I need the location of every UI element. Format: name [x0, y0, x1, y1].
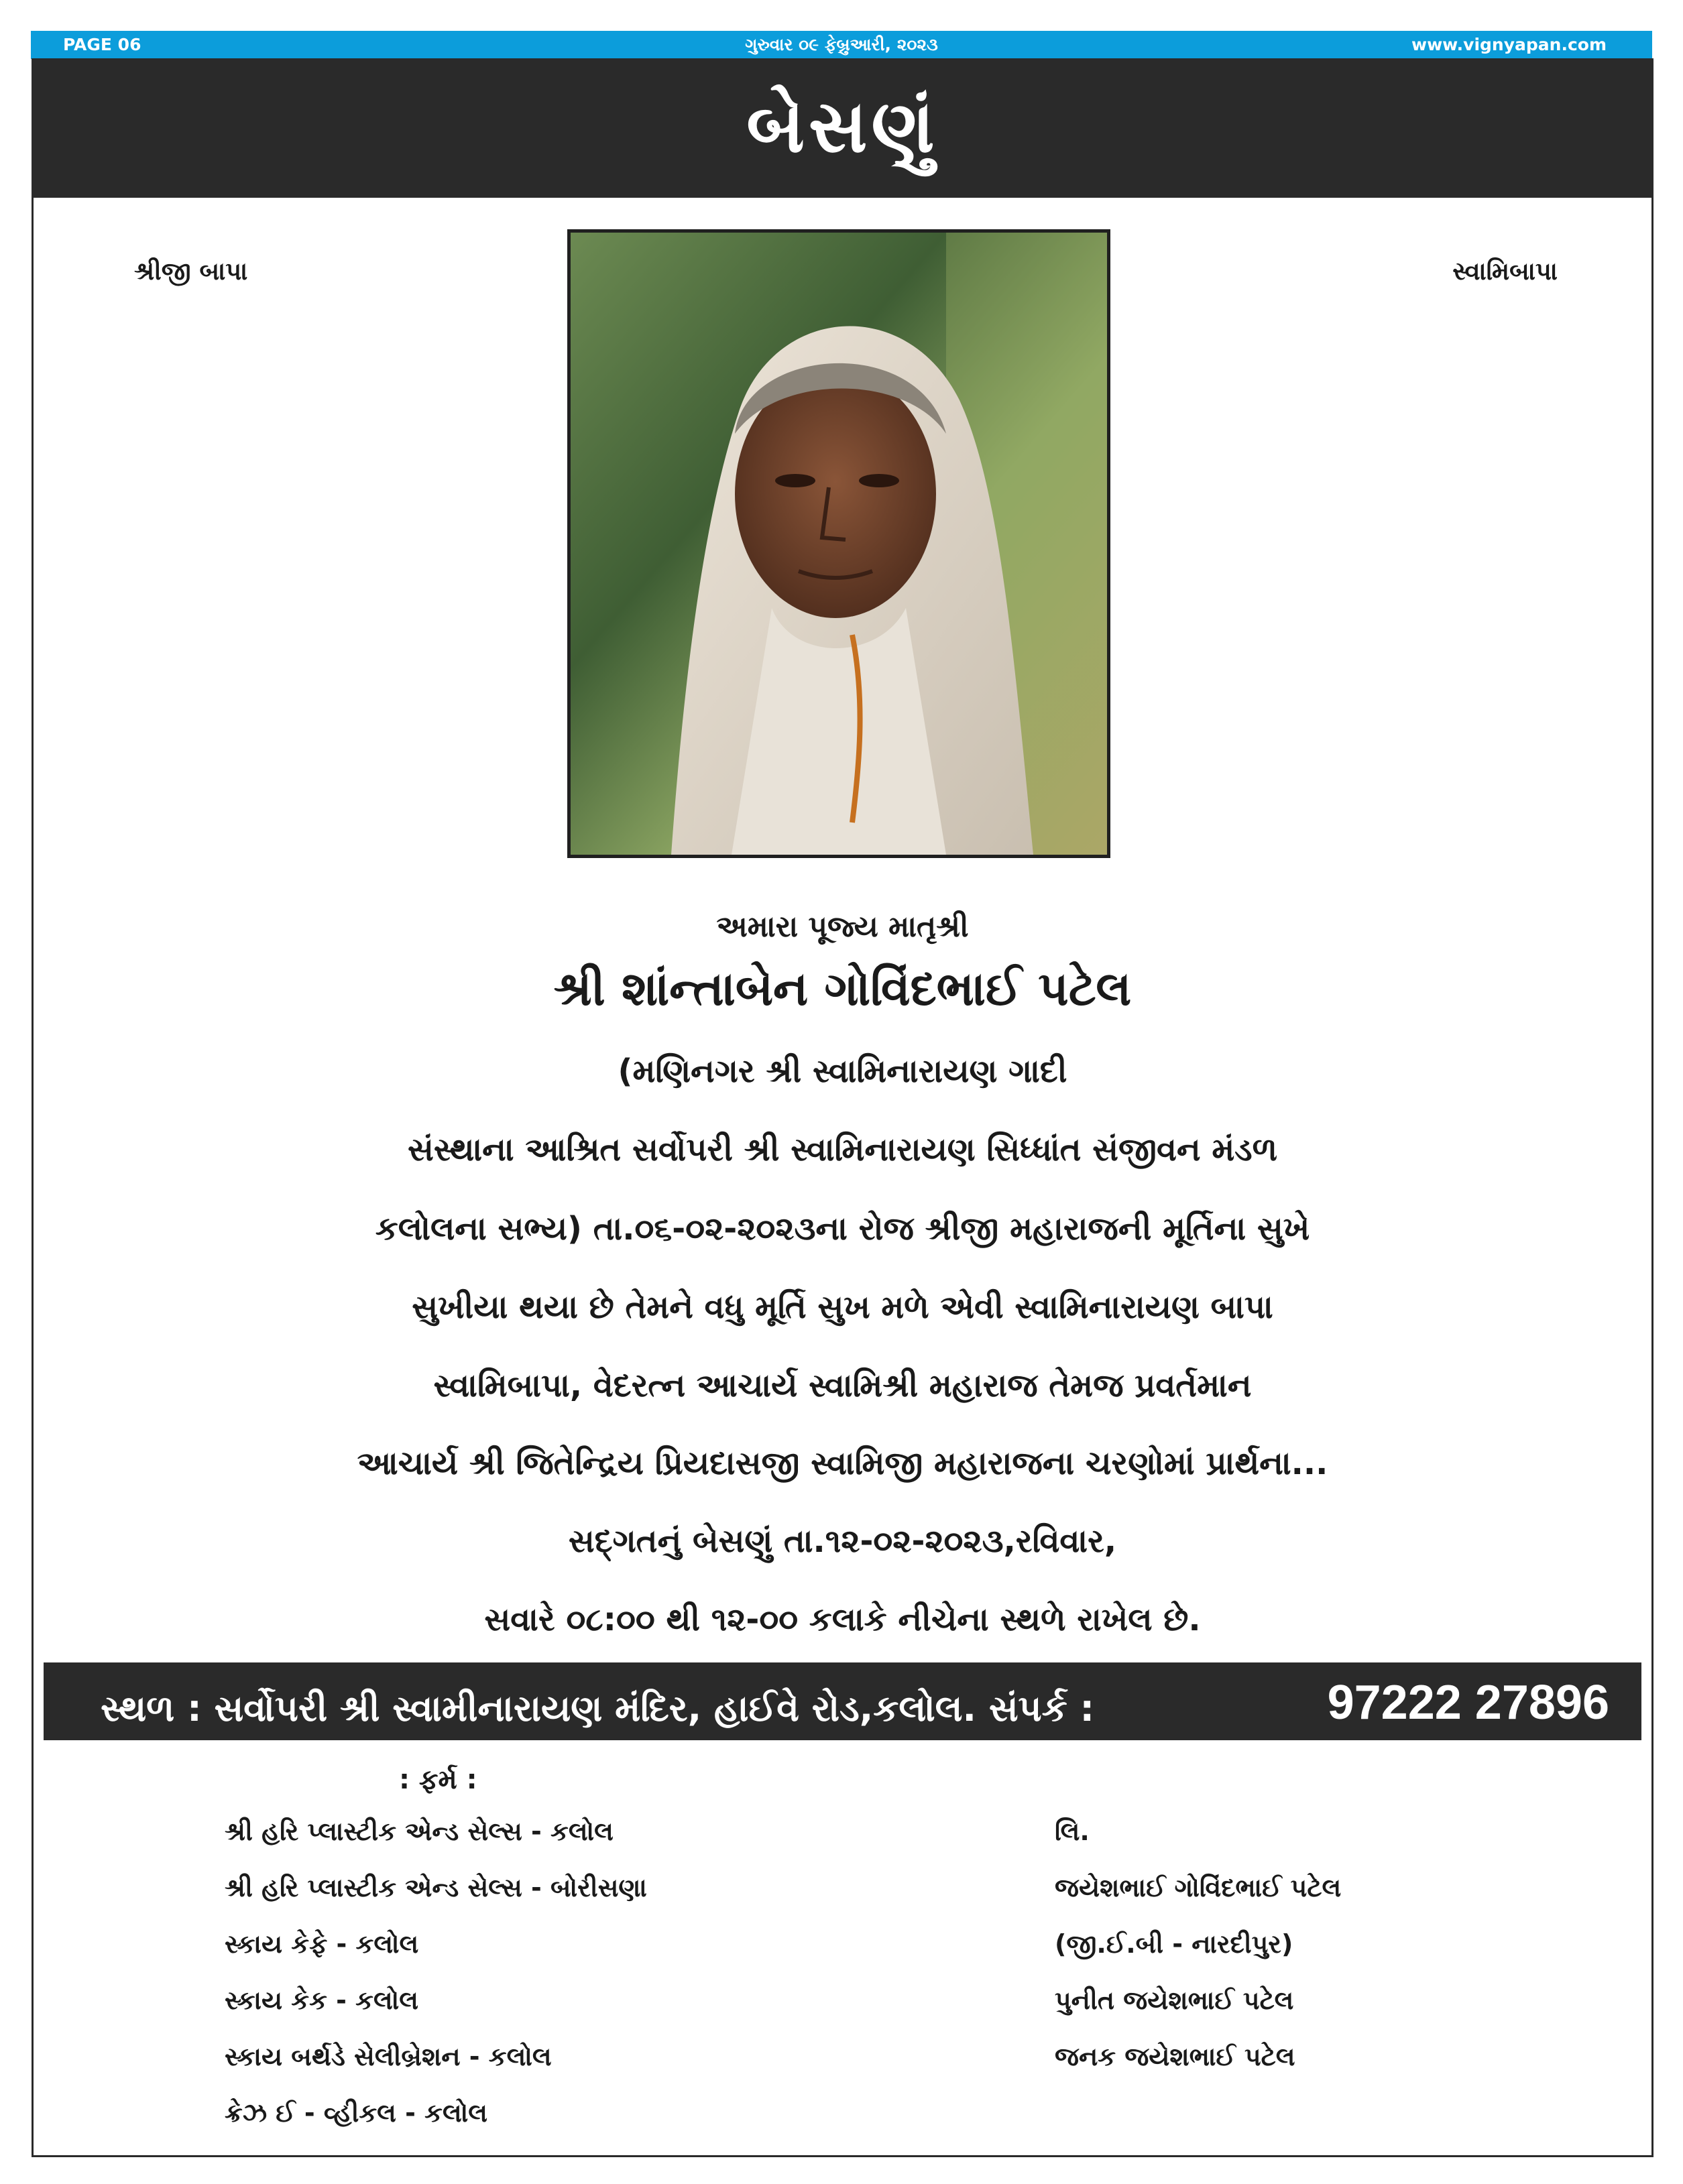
portrait-image: [571, 233, 1107, 855]
page-number: PAGE 06: [63, 35, 141, 54]
body-line: આચાર્ય શ્રી જિતેન્દ્રિય પ્રિયદાસજી સ્વામિજી મહારાજના ચરણોમાં પ્રાર્થના...: [357, 1445, 1328, 1482]
firms-list: [225, 1815, 647, 2152]
signer-item: લિ.: [1055, 1817, 1090, 1846]
signers-list: [1055, 1815, 1341, 2096]
corner-label-right: સ્વામિબાપા: [1452, 257, 1558, 286]
notice-frame: [32, 58, 1653, 2157]
body-line: (મણિનગર શ્રી સ્વામિનારાયણ ગાદી: [618, 1052, 1067, 1090]
firm-item: ક્રેઝ ઈ - વ્હીકલ - કલોલ: [225, 2098, 487, 2128]
firm-item: શ્રી હરિ પ્લાસ્ટીક એન્ડ સેલ્સ - બોરીસણા: [225, 1873, 647, 1902]
body-line: કલોલના સભ્ય) તા.૦૬-૦૨-૨૦૨૩ના રોજ શ્રીજી મહારાજની મૂર્તિના સુખે: [375, 1210, 1310, 1248]
issue-date: ગુરુવાર ૦૯ ફેબ્રુઆરી, ૨૦૨૩: [745, 35, 938, 54]
top-info-bar: [31, 31, 1652, 59]
notice-title: બેસણું: [746, 85, 939, 169]
intro-line: અમારા પૂજ્ય માતૃશ્રી: [716, 910, 969, 944]
website-link[interactable]: www.vignyapan.com: [1411, 35, 1607, 54]
besanu-time-line: સવારે ૦૮:૦૦ થી ૧૨-૦૦ કલાકે નીચેના સ્થળે રાખેલ છે.: [484, 1601, 1201, 1638]
besanu-date-line: સદ્‌ગતનું બેસણું તા.૧૨-૦૨-૨૦૨૩,રવિવાર,: [568, 1522, 1117, 1560]
body-line: સંસ્થાના આશ્રિત સર્વોપરી શ્રી સ્વામિનારાયણ સિધ્ધાંત સંજીવન મંડળ: [407, 1131, 1278, 1168]
title-banner: [34, 60, 1651, 198]
firms-heading: : ફર્મ :: [399, 1764, 477, 1795]
firm-item: સ્કાય કેક - કલોલ: [225, 1986, 418, 2015]
portrait-photo: [567, 229, 1110, 858]
venue-address: સ્થળ : સર્વોપરી શ્રી સ્વામીનારાયણ મંદિર, હાઈવે રોડ,કલોલ. સંપર્ક :: [101, 1687, 1095, 1730]
deceased-name: શ્રી શાંન્તાબેન ગોવિંદભાઈ પટેલ: [553, 961, 1132, 1016]
corner-label-left: શ્રીજી બાપા: [134, 257, 248, 286]
contact-phone: 97222 27896: [1327, 1676, 1609, 1730]
signer-item: જનક જયેશભાઈ પટેલ: [1055, 2042, 1295, 2071]
signer-item: પુનીત જયેશભાઈ પટેલ: [1055, 1986, 1294, 2015]
body-line: સ્વામિબાપા, વેદરત્ન આચાર્ય સ્વામિશ્રી મહારાજ તેમજ પ્રવર્તમાન: [433, 1367, 1252, 1404]
venue-banner: [44, 1662, 1641, 1740]
firm-item: શ્રી હરિ પ્લાસ્ટીક એન્ડ સેલ્સ - કલોલ: [225, 1817, 614, 1846]
firm-item: સ્કાય કેફે - કલોલ: [225, 1929, 419, 1959]
signer-item: જયેશભાઈ ગોવિંદભાઈ પટેલ: [1055, 1873, 1342, 1902]
firm-item: સ્કાય બર્થડે સેલીબ્રેશન - કલોલ: [225, 2042, 552, 2071]
body-line: સુખીયા થયા છે તેમને વધુ મૂર્તિ સુખ મળે એવી સ્વામિનારાયણ બાપા: [412, 1288, 1273, 1326]
signer-item: (જી.ઈ.બી - નારદીપુર): [1055, 1929, 1293, 1959]
